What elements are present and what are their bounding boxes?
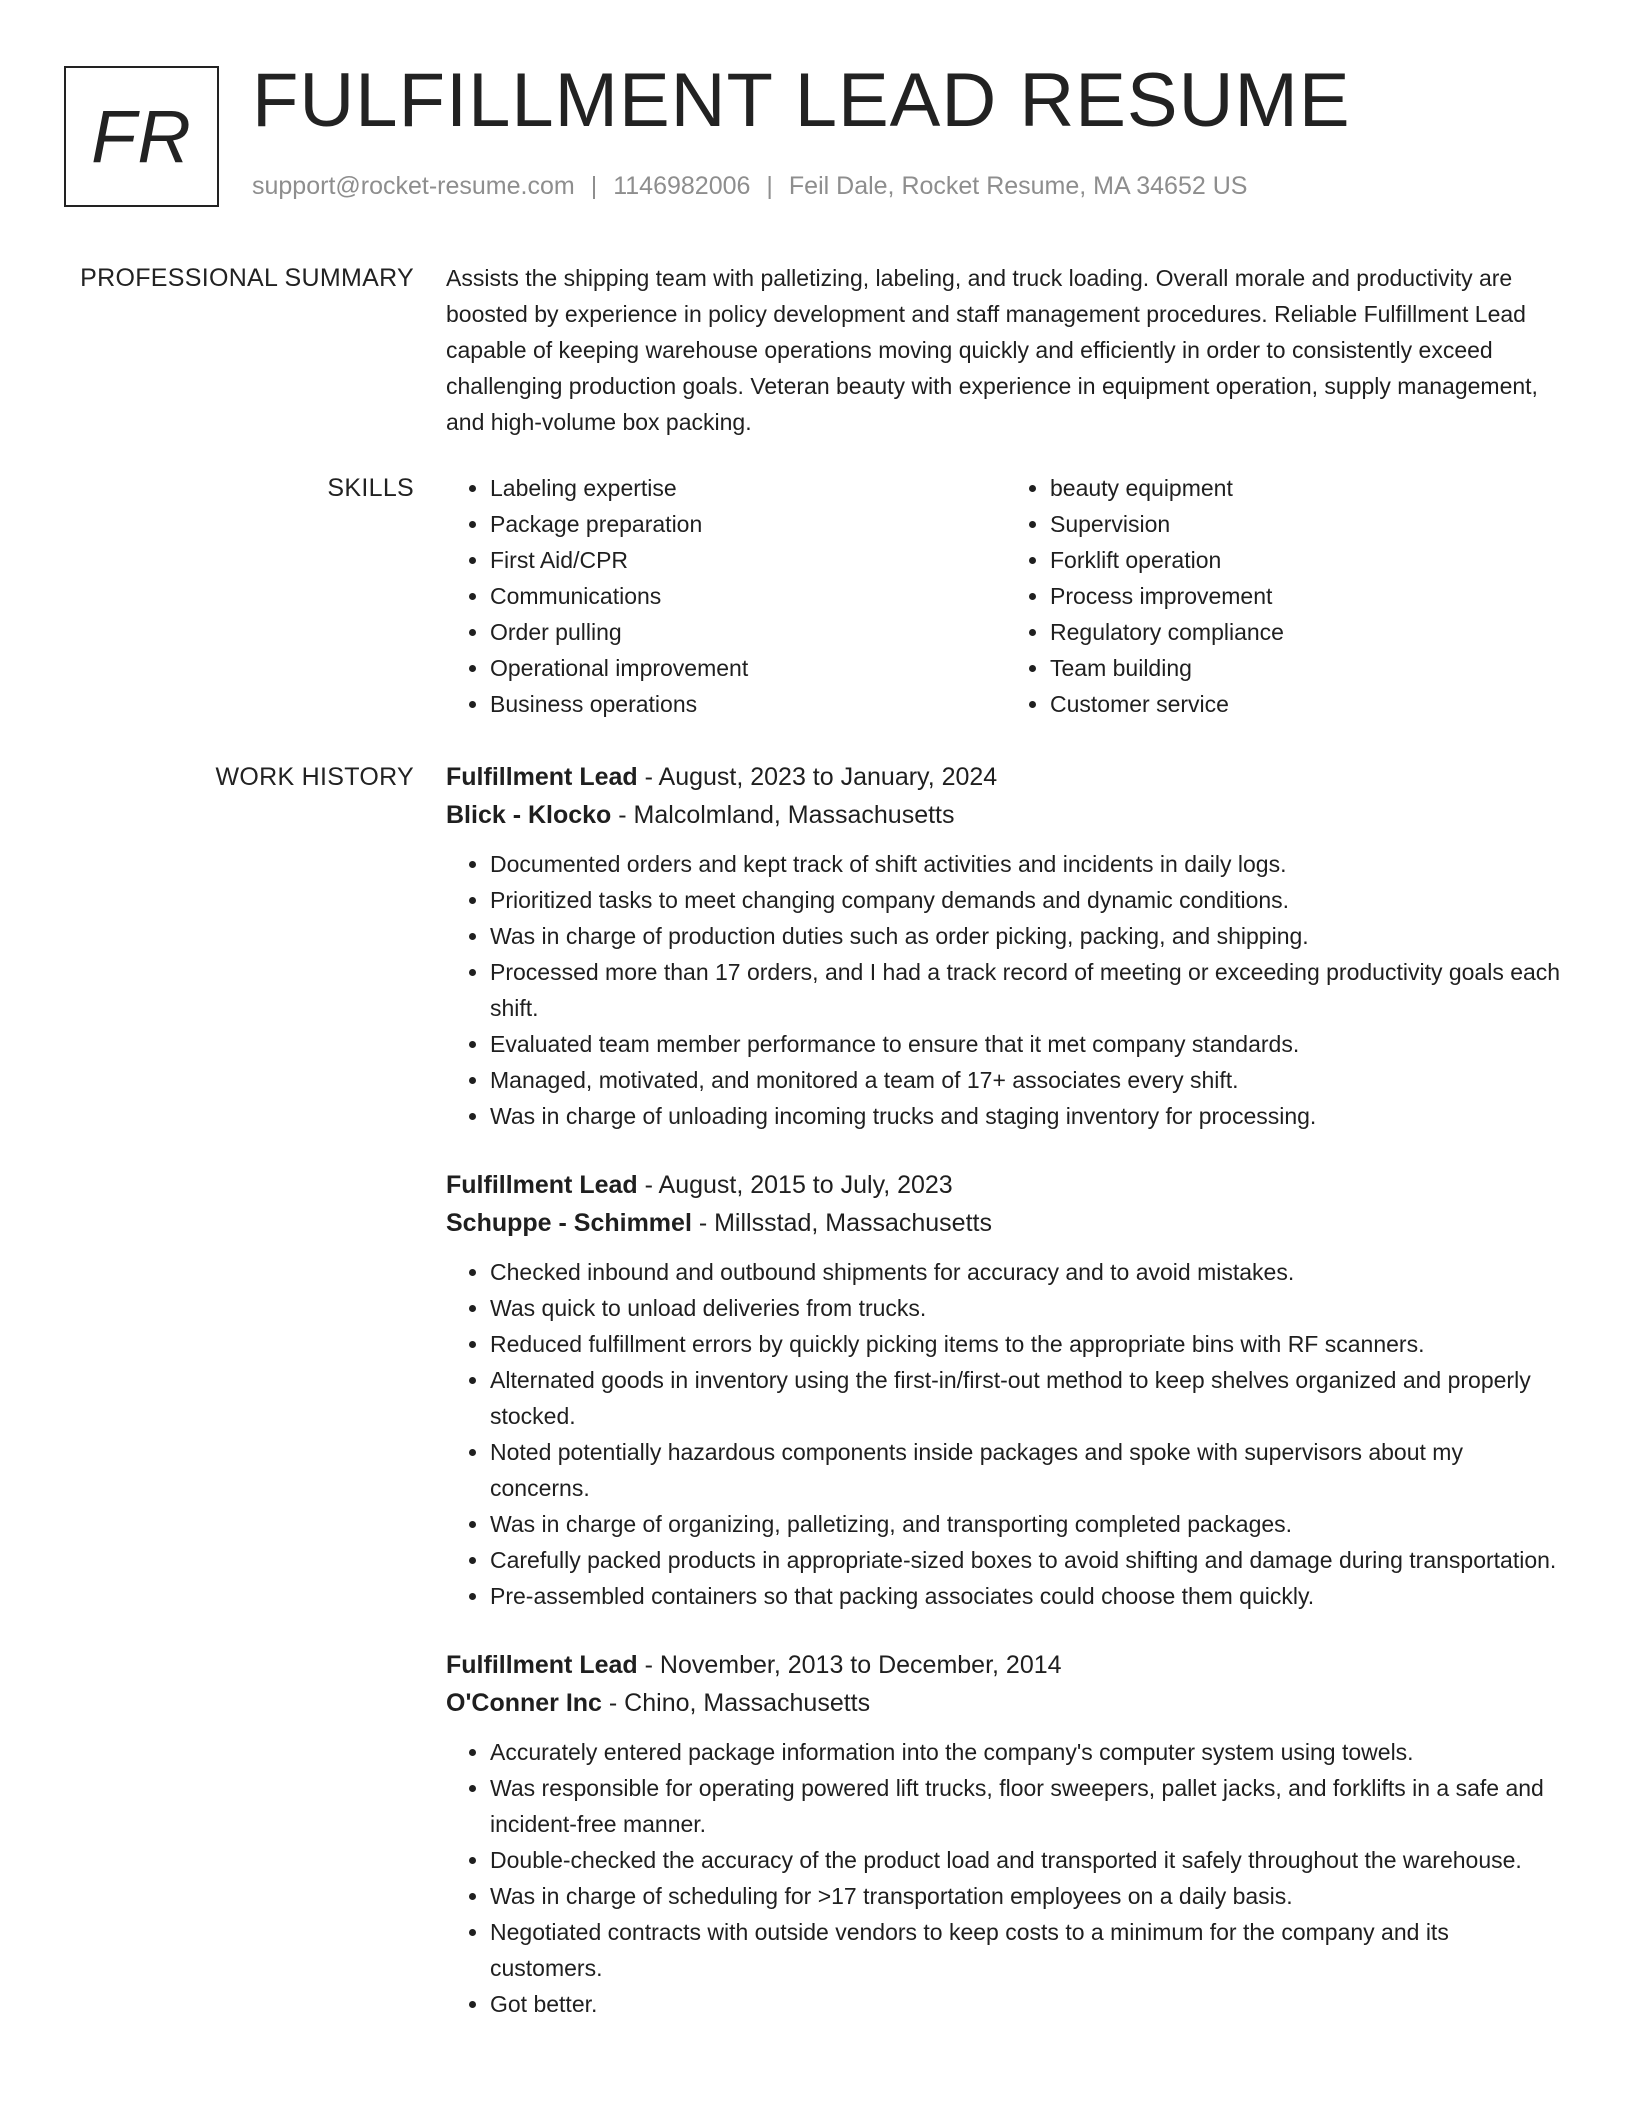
job-bullet: • Accurately entered package information into the company's computer system using towels.	[490, 1734, 1566, 1770]
job-title-line	[446, 1646, 1566, 1684]
job-company-line	[446, 1684, 1566, 1722]
job-company: O'Conner Inc	[446, 1689, 602, 1717]
skill-item: • Labeling expertise	[490, 470, 1006, 506]
resume-title: FULFILLMENT LEAD RESUME	[252, 58, 1351, 143]
job-bullet: • Was in charge of organizing, palletizing, and transporting completed packages.	[490, 1506, 1566, 1542]
job-bullet: • Was responsible for operating powered lift trucks, floor sweepers, pallet jacks, and forklifts in a safe and incident-free manner.	[490, 1770, 1566, 1842]
job-title: Fulfillment Lead	[446, 763, 638, 791]
job-bullet: • Was in charge of scheduling for >17 transportation employees on a daily basis.	[490, 1878, 1566, 1914]
job-bullet: • Checked inbound and outbound shipments for accuracy and to avoid mistakes.	[490, 1254, 1566, 1290]
job-title-line	[446, 1166, 1566, 1204]
contact-separator: |	[766, 172, 773, 200]
skill-item: • Order pulling	[490, 614, 1006, 650]
resume-header	[0, 0, 1632, 230]
job-bullet: • Pre-assembled containers so that packing associates could choose them quickly.	[490, 1578, 1566, 1614]
job-bullet: • Was in charge of unloading incoming trucks and staging inventory for processing.	[490, 1098, 1566, 1134]
job-company-line	[446, 796, 1566, 834]
job-company: Blick - Klocko	[446, 801, 612, 829]
job-location: - Malcolmland, Massachusetts	[611, 801, 955, 829]
work-history-list	[446, 758, 1566, 2054]
skill-item: • Team building	[1050, 650, 1566, 686]
job-bullet-list	[446, 1254, 1566, 1614]
contact-email: support@rocket-resume.com	[252, 172, 575, 200]
contact-line	[252, 172, 1247, 201]
contact-separator: |	[590, 172, 598, 200]
job-bullet: • Processed more than 17 orders, and I had a track record of meeting or exceeding productivity goals each shift.	[490, 954, 1566, 1026]
job-title-line	[446, 758, 1566, 796]
job-location: - Millsstad, Massachusetts	[691, 1209, 992, 1237]
job-bullet: • Evaluated team member performance to ensure that it met company standards.	[490, 1026, 1566, 1062]
job-bullet: • Managed, motivated, and monitored a team of 17+ associates every shift.	[490, 1062, 1566, 1098]
skill-item: • Customer service	[1050, 686, 1566, 722]
skill-item: • First Aid/CPR	[490, 542, 1006, 578]
job-bullet-list	[446, 1734, 1566, 2022]
job-title: Fulfillment Lead	[446, 1171, 638, 1199]
job-entry	[446, 1166, 1566, 1614]
job-location: - Chino, Massachusetts	[601, 1689, 871, 1717]
skills-list-left	[446, 470, 1006, 722]
skill-item: • Operational improvement	[490, 650, 1006, 686]
skill-item: • Regulatory compliance	[1050, 614, 1566, 650]
job-dates: - November, 2013 to December, 2014	[637, 1651, 1062, 1679]
job-company: Schuppe - Schimmel	[446, 1209, 692, 1237]
job-bullet: • Was quick to unload deliveries from trucks.	[490, 1290, 1566, 1326]
job-company-line	[446, 1204, 1566, 1242]
job-dates: - August, 2023 to January, 2024	[637, 763, 998, 791]
job-bullet: • Double-checked the accuracy of the product load and transported it safely throughout the warehouse.	[490, 1842, 1566, 1878]
job-bullet-list	[446, 846, 1566, 1134]
monogram-logo: FR	[64, 66, 219, 207]
contact-address: Feil Dale, Rocket Resume, MA 34652 US	[788, 172, 1248, 200]
skill-item: • Package preparation	[490, 506, 1006, 542]
section-label-summary: PROFESSIONAL SUMMARY	[80, 264, 414, 292]
skill-item: • Process improvement	[1050, 578, 1566, 614]
job-bullet: • Prioritized tasks to meet changing company demands and dynamic conditions.	[490, 882, 1566, 918]
job-title: Fulfillment Lead	[446, 1651, 638, 1679]
skills-list-right	[1006, 470, 1566, 722]
job-bullet: • Negotiated contracts with outside vendors to keep costs to a minimum for the company and its customers.	[490, 1914, 1566, 1986]
contact-phone: 1146982006	[613, 172, 751, 200]
skill-item: • Forklift operation	[1050, 542, 1566, 578]
job-bullet: • Carefully packed products in appropriate-sized boxes to avoid shifting and damage during transportation.	[490, 1542, 1566, 1578]
skill-item: • Communications	[490, 578, 1006, 614]
job-bullet: • Alternated goods in inventory using the first-in/first-out method to keep shelves organized and properly stocked.	[490, 1362, 1566, 1434]
summary-text: Assists the shipping team with palletizing, labeling, and truck loading. Overall morale and productivity are boosted by experience in policy development and staff management procedures. Reliable Fulfillment Lead capable of keeping warehouse operations moving quickly and efficiently in order to consistently exceed challenging production goals. Veteran beauty with experience in equipment operation, supply management, and high-volume box packing.	[446, 265, 1538, 435]
job-entry	[446, 758, 1566, 1134]
job-bullet: • Reduced fulfillment errors by quickly picking items to the appropriate bins with RF scanners.	[490, 1326, 1566, 1362]
job-bullet: • Got better.	[490, 1986, 1566, 2022]
job-entry	[446, 1646, 1566, 2022]
skill-item: • Supervision	[1050, 506, 1566, 542]
job-bullet: • Documented orders and kept track of shift activities and incidents in daily logs.	[490, 846, 1566, 882]
job-bullet: • Was in charge of production duties such as order picking, packing, and shipping.	[490, 918, 1566, 954]
skill-item: • beauty equipment	[1050, 470, 1566, 506]
section-label-skills: SKILLS	[327, 474, 414, 502]
skill-item: • Business operations	[490, 686, 1006, 722]
section-label-work: WORK HISTORY	[215, 763, 414, 791]
job-dates: - August, 2015 to July, 2023	[637, 1171, 953, 1199]
job-bullet: • Noted potentially hazardous components inside packages and spoke with supervisors about my concerns.	[490, 1434, 1566, 1506]
